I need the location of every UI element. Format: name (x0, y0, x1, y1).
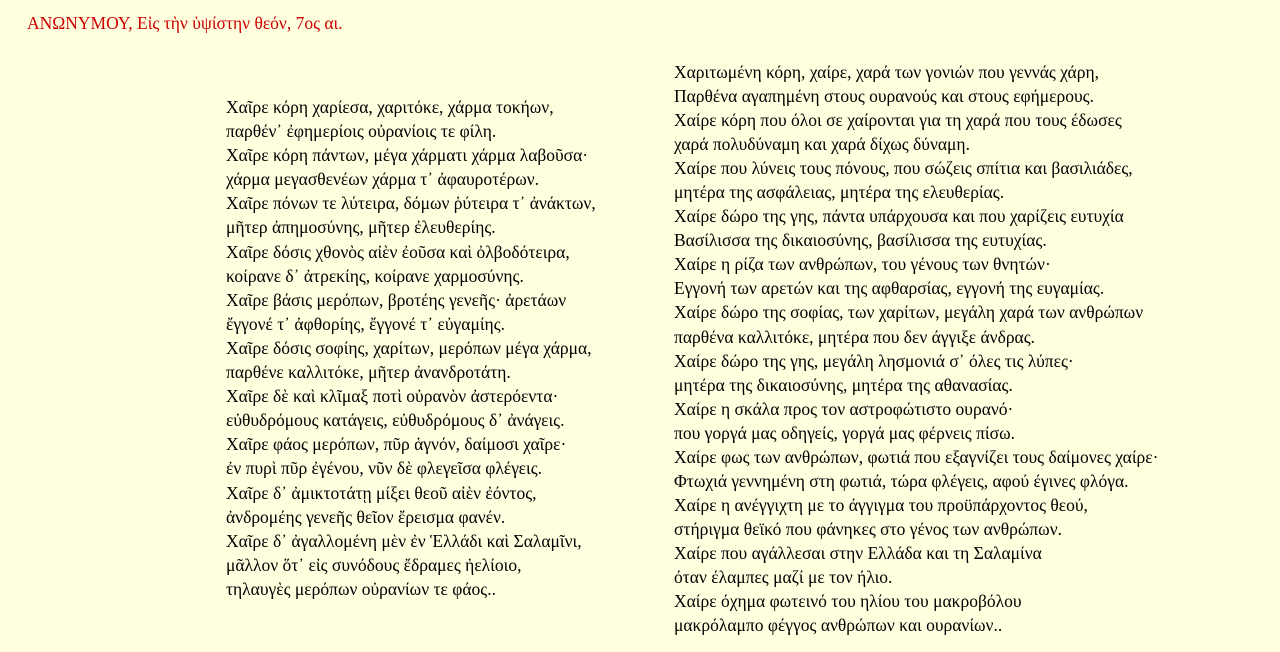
translation-verse-line: Χαίρε η ανέγγιχτη με το άγγιγμα του προϋπάρχοντος θεού, (674, 494, 1088, 515)
translation-verse-line: που γοργά μας οδηγείς, γοργά μας φέρνεις πίσω. (674, 422, 1015, 443)
translation-verse-line: παρθένα καλλιτόκε, μητέρα που δεν άγγιξε άνδρας. (674, 326, 1036, 347)
translation-verse-line: Χαίρε κόρη που όλοι σε χαίρονται για τη χαρά που τους έδωσες (674, 110, 1122, 131)
poem-title: ΑΝΩΝΥΜΟΥ, Εἰς τὴν ὑψίστην θεόν, 7ος αι. (27, 13, 343, 33)
translation-verse-line: Φτωχιά γεννημένη στη φωτιά, τώρα φλέγεις, αφού έγινες φλόγα. (674, 470, 1129, 491)
translation-verse-line: Χαίρε η ρίζα των ανθρώπων, του γένους των θνητών· (674, 254, 1051, 275)
original-verse-line: κοίρανε δ᾽ ἀτρεκίης, κοίρανε χαρμοσύνης. (226, 265, 524, 286)
translation-verse-line: μακρόλαμπο φέγγος ανθρώπων και ουρανίων.. (674, 615, 1003, 636)
original-verse-line: Χαῖρε βάσις μερόπων, βροτέης γενεῆς· ἀρετάων (226, 289, 567, 310)
original-verse-line: χάρμα μεγασθενέων χάρμα τ᾽ ἀφαυροτέρων. (226, 169, 540, 190)
original-verse-line: τηλαυγὲς μερόπων οὐρανίων τε φάος.. (226, 578, 496, 599)
original-verse-line: Χαῖρε δόσις χθονὸς αἰὲν ἐοῦσα καὶ ὀλβοδότειρα, (226, 241, 570, 262)
translation-column (674, 60, 1158, 637)
translation-verse-line: Παρθένα αγαπημένη στους ουρανούς και στους εφήμερους. (674, 86, 1094, 107)
original-verse-line: Χαῖρε πόνων τε λύτειρα, δόμων ῥύτειρα τ᾽ ἀνάκτων, (226, 193, 596, 214)
translation-verse-line: μητέρα της δικαιοσύνης, μητέρα της αθανασίας. (674, 374, 1013, 395)
translation-verse-line: Εγγονή των αρετών και της αφθαρσίας, εγγονή της ευγαμίας. (674, 278, 1105, 299)
translation-verse-line: Χαίρε που αγάλλεσαι στην Ελλάδα και τη Σαλαμίνα (674, 542, 1042, 563)
original-verse-line: παρθέν᾽ ἐφημερίοις οὐρανίοις τε φίλη. (226, 121, 497, 142)
translation-verse-line: Χαίρε όχημα φωτεινό του ηλίου του μακροβόλου (674, 591, 1022, 612)
translation-verse-line: μητέρα της ασφάλειας, μητέρα της ελευθερίας. (674, 182, 1005, 203)
translation-verse-line: Χαίρε φως των ανθρώπων, φωτιά που εξαγνίζει τους δαίμονες χαίρε· (674, 446, 1159, 467)
translation-verse-line: Χαίρε δώρο της σοφίας, των χαρίτων, μεγάλη χαρά των ανθρώπων (674, 302, 1144, 323)
translation-verse-line: χαρά πολυδύναμη και χαρά δίχως δύναμη. (674, 134, 970, 155)
original-verse-line: Χαῖρε φάος μερόπων, πῦρ ἁγνόν, δαίμοσι χαῖρε· (226, 434, 567, 455)
translation-verse-line: όταν έλαμπες μαζί με τον ήλιο. (674, 566, 893, 587)
original-verse-line: ἀνδρομέης γενεῆς θεῖον ἔρεισμα φανέν. (226, 506, 506, 527)
original-verse-line: Χαῖρε κόρη πάντων, μέγα χάρματι χάρμα λαβοῦσα· (226, 145, 589, 166)
translation-verse-line: Βασίλισσα της δικαιοσύνης, βασίλισσα της ευτυχίας. (674, 230, 1047, 251)
translation-verse-line: στήριγμα θεϊκό που φάνηκες στο γένος των ανθρώπων. (674, 518, 1062, 539)
translation-verse-line: Χαίρε η σκάλα προς τον αστροφώτιστο ουρανό· (674, 398, 1014, 419)
original-verse-line: εὐθυδρόμους κατάγεις, εὐθυδρόμους δ᾽ ἀνάγεις. (226, 410, 565, 431)
original-verse-line: ἔγγονέ τ᾽ ἀφθορίης, ἔγγονέ τ᾽ εὐγαμίης. (226, 313, 506, 334)
original-verse-line: παρθένε καλλιτόκε, μῆτερ ἀνανδροτάτη. (226, 362, 511, 383)
translation-verse-line: Χαριτωμένη κόρη, χαίρε, χαρά των γονιών που γεννάς χάρη, (674, 62, 1099, 82)
translation-verse-line: Χαίρε δώρο της γης, πάντα υπάρχουσα και που χαρίζεις ευτυχία (674, 206, 1124, 227)
translation-verse-line: Χαίρε που λύνεις τους πόνους, που σώζεις σπίτια και βασιλιάδες, (674, 158, 1133, 179)
original-verse-line: Χαῖρε κόρη χαρίεσα, χαριτόκε, χάρμα τοκήων, (226, 97, 554, 117)
original-text-column (226, 95, 596, 601)
original-verse-line: Χαῖρε δὲ καὶ κλῖμαξ ποτὶ οὐρανὸν ἀστερόεντα· (226, 386, 559, 407)
original-verse-line: Χαῖρε δόσις σοφίης, χαρίτων, μερόπων μέγα χάρμα, (226, 337, 592, 358)
original-verse-line: Χαῖρε δ᾽ ἀγαλλομένη μὲν ἐν Ἑλλάδι καὶ Σαλαμῖνι, (226, 530, 582, 551)
original-verse-line: Χαῖρε δ᾽ ἀμικτοτάτῃ μίξει θεοῦ αἰὲν ἐόντος, (226, 482, 537, 503)
original-verse-line: ἐν πυρὶ πῦρ ἐγένου, νῦν δὲ φλεγεῖσα φλέγεις. (226, 458, 543, 479)
original-verse-line: μῆτερ ἀπημοσύνης, μῆτερ ἐλευθερίης. (226, 217, 496, 238)
translation-verse-line: Χαίρε δώρο της γης, μεγάλη λησμονιά σ᾽ όλες τις λύπες· (674, 350, 1074, 371)
original-verse-line: μᾶλλον ὅτ᾽ εἰς συνόδους ἔδραμες ἠελίοιο, (226, 554, 522, 575)
